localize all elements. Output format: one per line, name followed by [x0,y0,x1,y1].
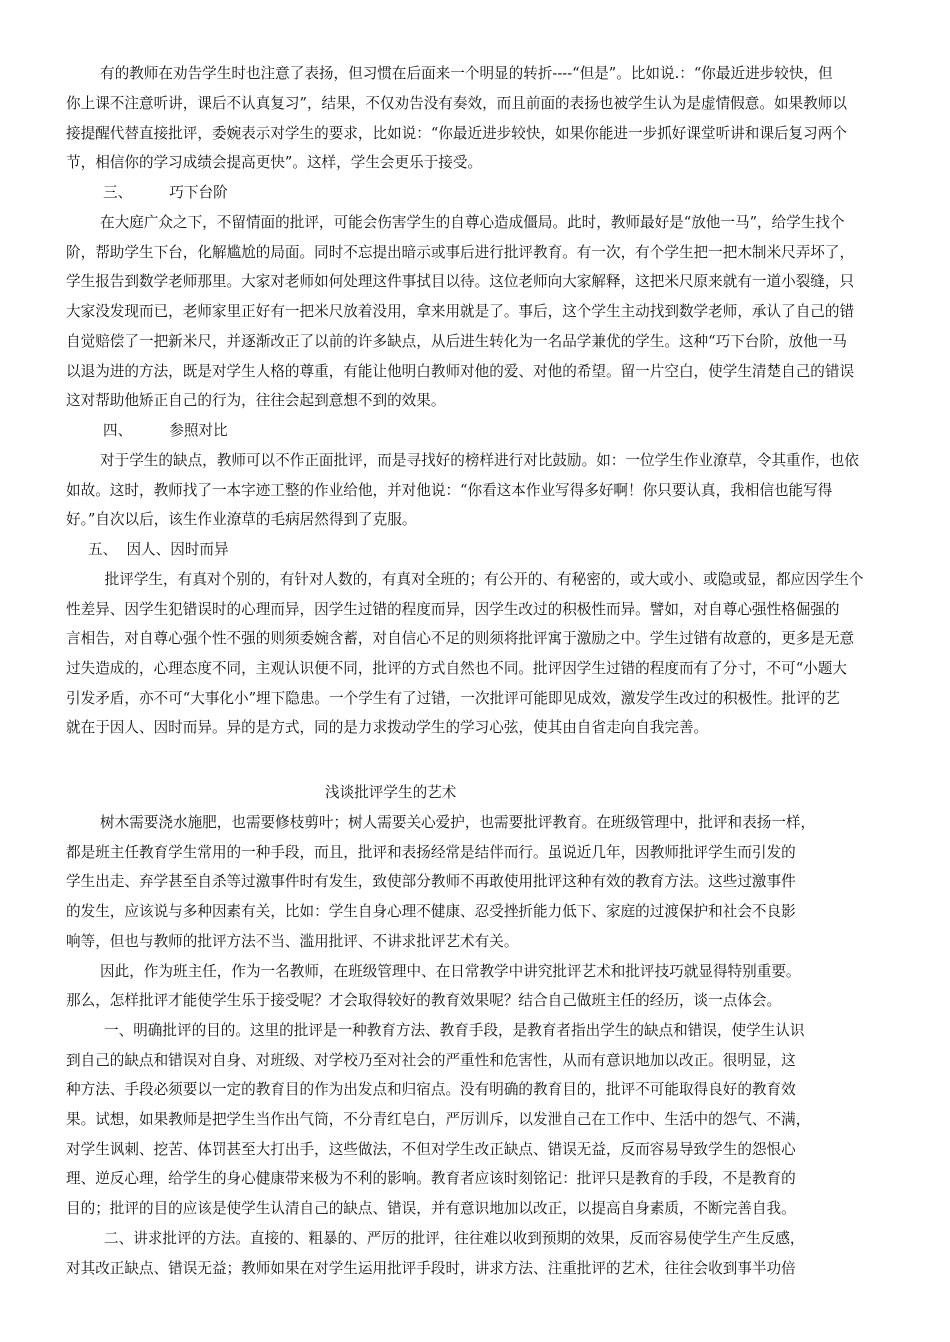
paragraph-line: 就在于因人、因时而异。异的是方式，同的是力求拨动学生的学习心弦，使其由自省走向自我完善。 [66,719,709,736]
paragraph-line: 引发矛盾，亦不可“大事化小”埋下隐患。一个学生有了过错，一次批评可能即见成效，激发学生改过的积极性。批评的艺 [66,690,840,707]
paragraph-line: 节，相信你的学习成绩会提高更快”。这样，学生会更乐于接受。 [66,154,483,171]
paragraph-line: 目的；批评的目的应该是使学生认清自己的缺点、错误，并有意识地加以改正，以提高自身素质，不断完善自我。 [66,1200,796,1217]
paragraph-line: 对于学生的缺点，教师可以不作正面批评，而是寻找好的榜样进行对比鼓励。如：一位学生作业潦草，令其重作，也依 [100,452,859,469]
paragraph-line: 性差异、因学生犯错误时的心理而异，因学生过错的程度而异，因学生改过的积极性而异。譬如，对自尊心强性格倔强的 [66,601,840,618]
paragraph-line: 学生出走、弃学甚至自杀等过激事件时有发生，致使部分教师不再敢使用批评这种有效的教育方法。这些过激事件 [66,873,796,890]
paragraph-line: 以退为进的方法，既是对学生人格的尊重，有能让他明白教师对他的爱、对他的希望。留一片空白，使学生清楚自己的错误 [66,363,855,380]
paragraph-line: 一、明确批评的目的。这里的批评是一种教育方法、教育手段，是教育者指出学生的缺点和错误，使学生认识 [104,1022,805,1039]
paragraph-line: 好。”自次以后，该生作业潦草的毛病居然得到了克服。 [66,511,417,528]
paragraph-line: 果。试想，如果教师是把学生当作出气筒，不分青红皂白，严厉训斥，以发泄自己在工作中、生活中的怨气、不满， [66,1111,811,1128]
article-title: 浅谈批评学生的艺术 [325,784,457,801]
paragraph-line: 树木需要浇水施肥，也需要修枝剪叶；树人需要关心爱护，也需要批评教育。在班级管理中，批评和表扬一样， [100,814,816,831]
section-heading: 三、 巧下台阶 [103,184,228,201]
paragraph-line: 二、讲求批评的方法。直接的、粗暴的、严厉的批评，往往难以收到预期的效果，反而容易使学生产生反感， [104,1230,805,1247]
paragraph-line: 接提醒代替直接批评，委婉表示对学生的要求，比如说：“你最近进步较快，如果你能进一步抓好课堂听讲和课后复习两个 [66,125,847,142]
paragraph-line: 自觉赔偿了一把新米尺，并逐渐改正了以前的许多缺点，从后进生转化为一名品学兼优的学生。这种“巧下台阶，放他一马 [66,333,847,350]
paragraph-line: 的发生，应该说与多种因素有关，比如：学生自身心理不健康、忍受挫折能力低下、家庭的过渡保护和社会不良影 [66,903,796,920]
paragraph-line: 过失造成的，心理态度不同，主观认识便不同，批评的方式自然也不同。批评因学生过错的程度而有了分寸，不可“小题大 [66,660,847,677]
section-heading: 四、 参照对比 [103,422,228,439]
paragraph-line: 这对帮助他矫正自己的行为，往往会起到意想不到的效果。 [66,392,446,409]
paragraph-line: 对学生讽刺、挖苦、体罚甚至大打出手，这些做法，不但对学生改正缺点、错误无益，反而容易导致学生的怨恨心 [66,1141,796,1158]
paragraph-line: 你上课不注意听讲，课后不认真复习”，结果，不仅劝告没有奏效，而且前面的表扬也被学生认为是虚情假意。如果教师以 [66,95,847,112]
paragraph-line: 如故。这时，教师找了一本字迹工整的作业给他，并对他说：“你看这本作业写得多好啊！你只要认真，我相信也能写得 [66,482,833,499]
paragraph-line: 有的教师在劝告学生时也注意了表扬，但习惯在后面来一个明显的转折----“但是”。比如说.：“你最近进步较快，但 [100,65,833,82]
paragraph-line: 那么，怎样批评才能使学生乐于接受呢？才会取得较好的教育效果呢？结合自己做班主任的经历，谈一点体会。 [66,992,782,1009]
paragraph-line: 理、逆反心理，给学生的身心健康带来极为不利的影响。教育者应该时刻铭记：批评只是教育的手段，不是教育的 [66,1170,796,1187]
paragraph-line: 因此，作为班主任，作为一名教师，在班级管理中、在日常教学中讲究批评艺术和批评技巧就显得特别重要。 [100,963,801,980]
paragraph-line: 阶，帮助学生下台，化解尴尬的局面。同时不忘提出暗示或事后进行批评教育。有一次，有个学生把一把木制米尺弄坏了， [66,244,855,261]
paragraph-line: 批评学生，有真对个别的，有针对人数的，有真对全班的；有公开的、有秘密的，或大或小、或隐或显，都应因学生个 [100,571,864,588]
paragraph-line: 都是班主任教育学生常用的一种手段，而且，批评和表扬经常是结伴而行。虽说近几年，因教师批评学生而引发的 [66,844,796,861]
paragraph-line: 言相告，对自尊心强个性不强的则须委婉含蓄，对自信心不足的则须将批评寓于激励之中。学生过错有故意的，更多是无意 [66,630,855,647]
paragraph-line: 学生报告到数学老师那里。大家对老师如何处理这件事拭目以待。这位老师向大家解释，这把米尺原来就有一道小裂缝，只 [66,273,855,290]
paragraph-line: 在大庭广众之下，不留情面的批评，可能会伤害学生的自尊心造成僵局。此时，教师最好是“放他一马”，给学生找个 [100,214,845,231]
paragraph-line: 对其改正缺点、错误无益；教师如果在对学生运用批评手段时，讲求方法、注重批评的艺术，往往会收到事半功倍 [66,1260,796,1277]
paragraph-line: 种方法、手段必须要以一定的教育目的作为出发点和归宿点。没有明确的教育目的，批评不可能取得良好的教育效 [66,1081,796,1098]
paragraph-line: 大家没发现而已，老师家里正好有一把米尺放着没用，拿来用就是了。事后，这个学生主动找到数学老师，承认了自己的错 [66,303,855,320]
paragraph-line: 到自己的缺点和错误对自身、对班级、对学校乃至对社会的严重性和危害性，从而有意识地加以改正。很明显，这 [66,1052,796,1069]
section-heading: 五、 因人、因时而异 [88,541,229,558]
paragraph-line: 响等，但也与教师的批评方法不当、滥用批评、不讲求批评艺术有关。 [66,933,519,950]
